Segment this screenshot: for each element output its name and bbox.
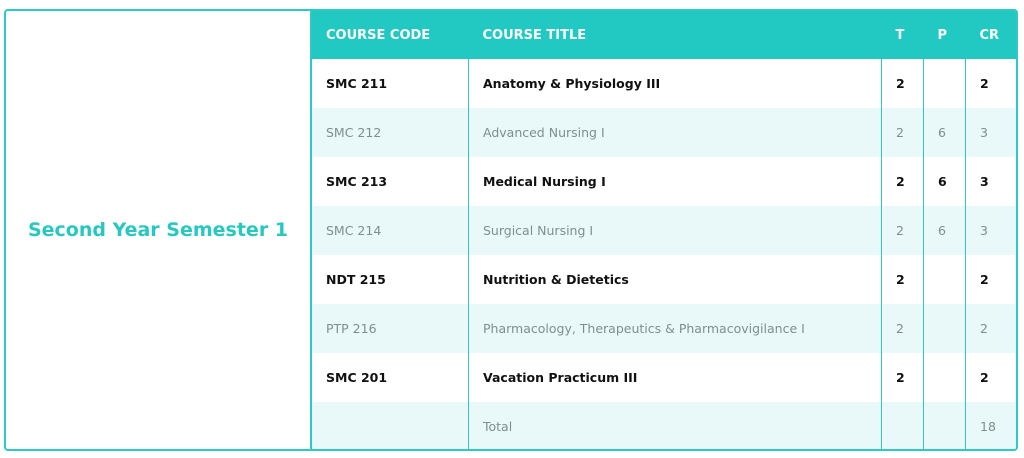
course-table: [312, 11, 1016, 451]
total-row: [312, 402, 1016, 451]
course-credits: 3: [966, 157, 1017, 206]
course-title: Advanced Nursing I: [469, 108, 882, 157]
course-code: SMC 201: [312, 353, 469, 402]
course-title: Surgical Nursing I: [469, 206, 882, 255]
course-code: SMC 213: [312, 157, 469, 206]
course-theory: 2: [882, 206, 924, 255]
header-credits: CR: [966, 11, 1017, 59]
header-practical: P: [924, 11, 966, 59]
header-theory: T: [882, 11, 924, 59]
table-row: [312, 255, 1016, 304]
total-label: Total: [469, 402, 882, 451]
header-course-title: COURSE TITLE: [469, 11, 882, 59]
table-row: [312, 157, 1016, 206]
course-code: PTP 216: [312, 304, 469, 353]
course-credits: 2: [966, 59, 1017, 108]
course-theory: 2: [882, 255, 924, 304]
course-credits: 3: [966, 206, 1017, 255]
course-practical: 6: [924, 157, 966, 206]
table-header-row: [312, 11, 1016, 59]
total-credits: 18: [966, 402, 1017, 451]
course-title: Anatomy & Physiology III: [469, 59, 882, 108]
course-theory: 2: [882, 304, 924, 353]
course-title: Pharmacology, Therapeutics & Pharmacovigilance I: [469, 304, 882, 353]
course-code: SMC 212: [312, 108, 469, 157]
course-credits: 2: [966, 255, 1017, 304]
total-practical-empty: [924, 402, 966, 451]
course-practical: 6: [924, 108, 966, 157]
total-theory-empty: [882, 402, 924, 451]
table-row: [312, 353, 1016, 402]
course-theory: 2: [882, 157, 924, 206]
course-practical: [924, 304, 966, 353]
course-code: SMC 214: [312, 206, 469, 255]
course-title: Vacation Practicum III: [469, 353, 882, 402]
course-practical: [924, 59, 966, 108]
course-credits: 2: [966, 353, 1017, 402]
header-course-code: COURSE CODE: [312, 11, 469, 59]
table-row: [312, 108, 1016, 157]
course-theory: 2: [882, 353, 924, 402]
course-credits: 2: [966, 304, 1017, 353]
course-title: Nutrition & Dietetics: [469, 255, 882, 304]
course-practical: [924, 255, 966, 304]
course-practical: [924, 353, 966, 402]
table-row: [312, 206, 1016, 255]
course-table-card: [4, 9, 1018, 451]
course-theory: 2: [882, 59, 924, 108]
total-code-empty: [312, 402, 469, 451]
semester-label: Second Year Semester 1: [6, 11, 312, 449]
table-row: [312, 59, 1016, 108]
course-theory: 2: [882, 108, 924, 157]
course-code: NDT 215: [312, 255, 469, 304]
course-credits: 3: [966, 108, 1017, 157]
course-code: SMC 211: [312, 59, 469, 108]
course-practical: 6: [924, 206, 966, 255]
table-row: [312, 304, 1016, 353]
course-title: Medical Nursing I: [469, 157, 882, 206]
